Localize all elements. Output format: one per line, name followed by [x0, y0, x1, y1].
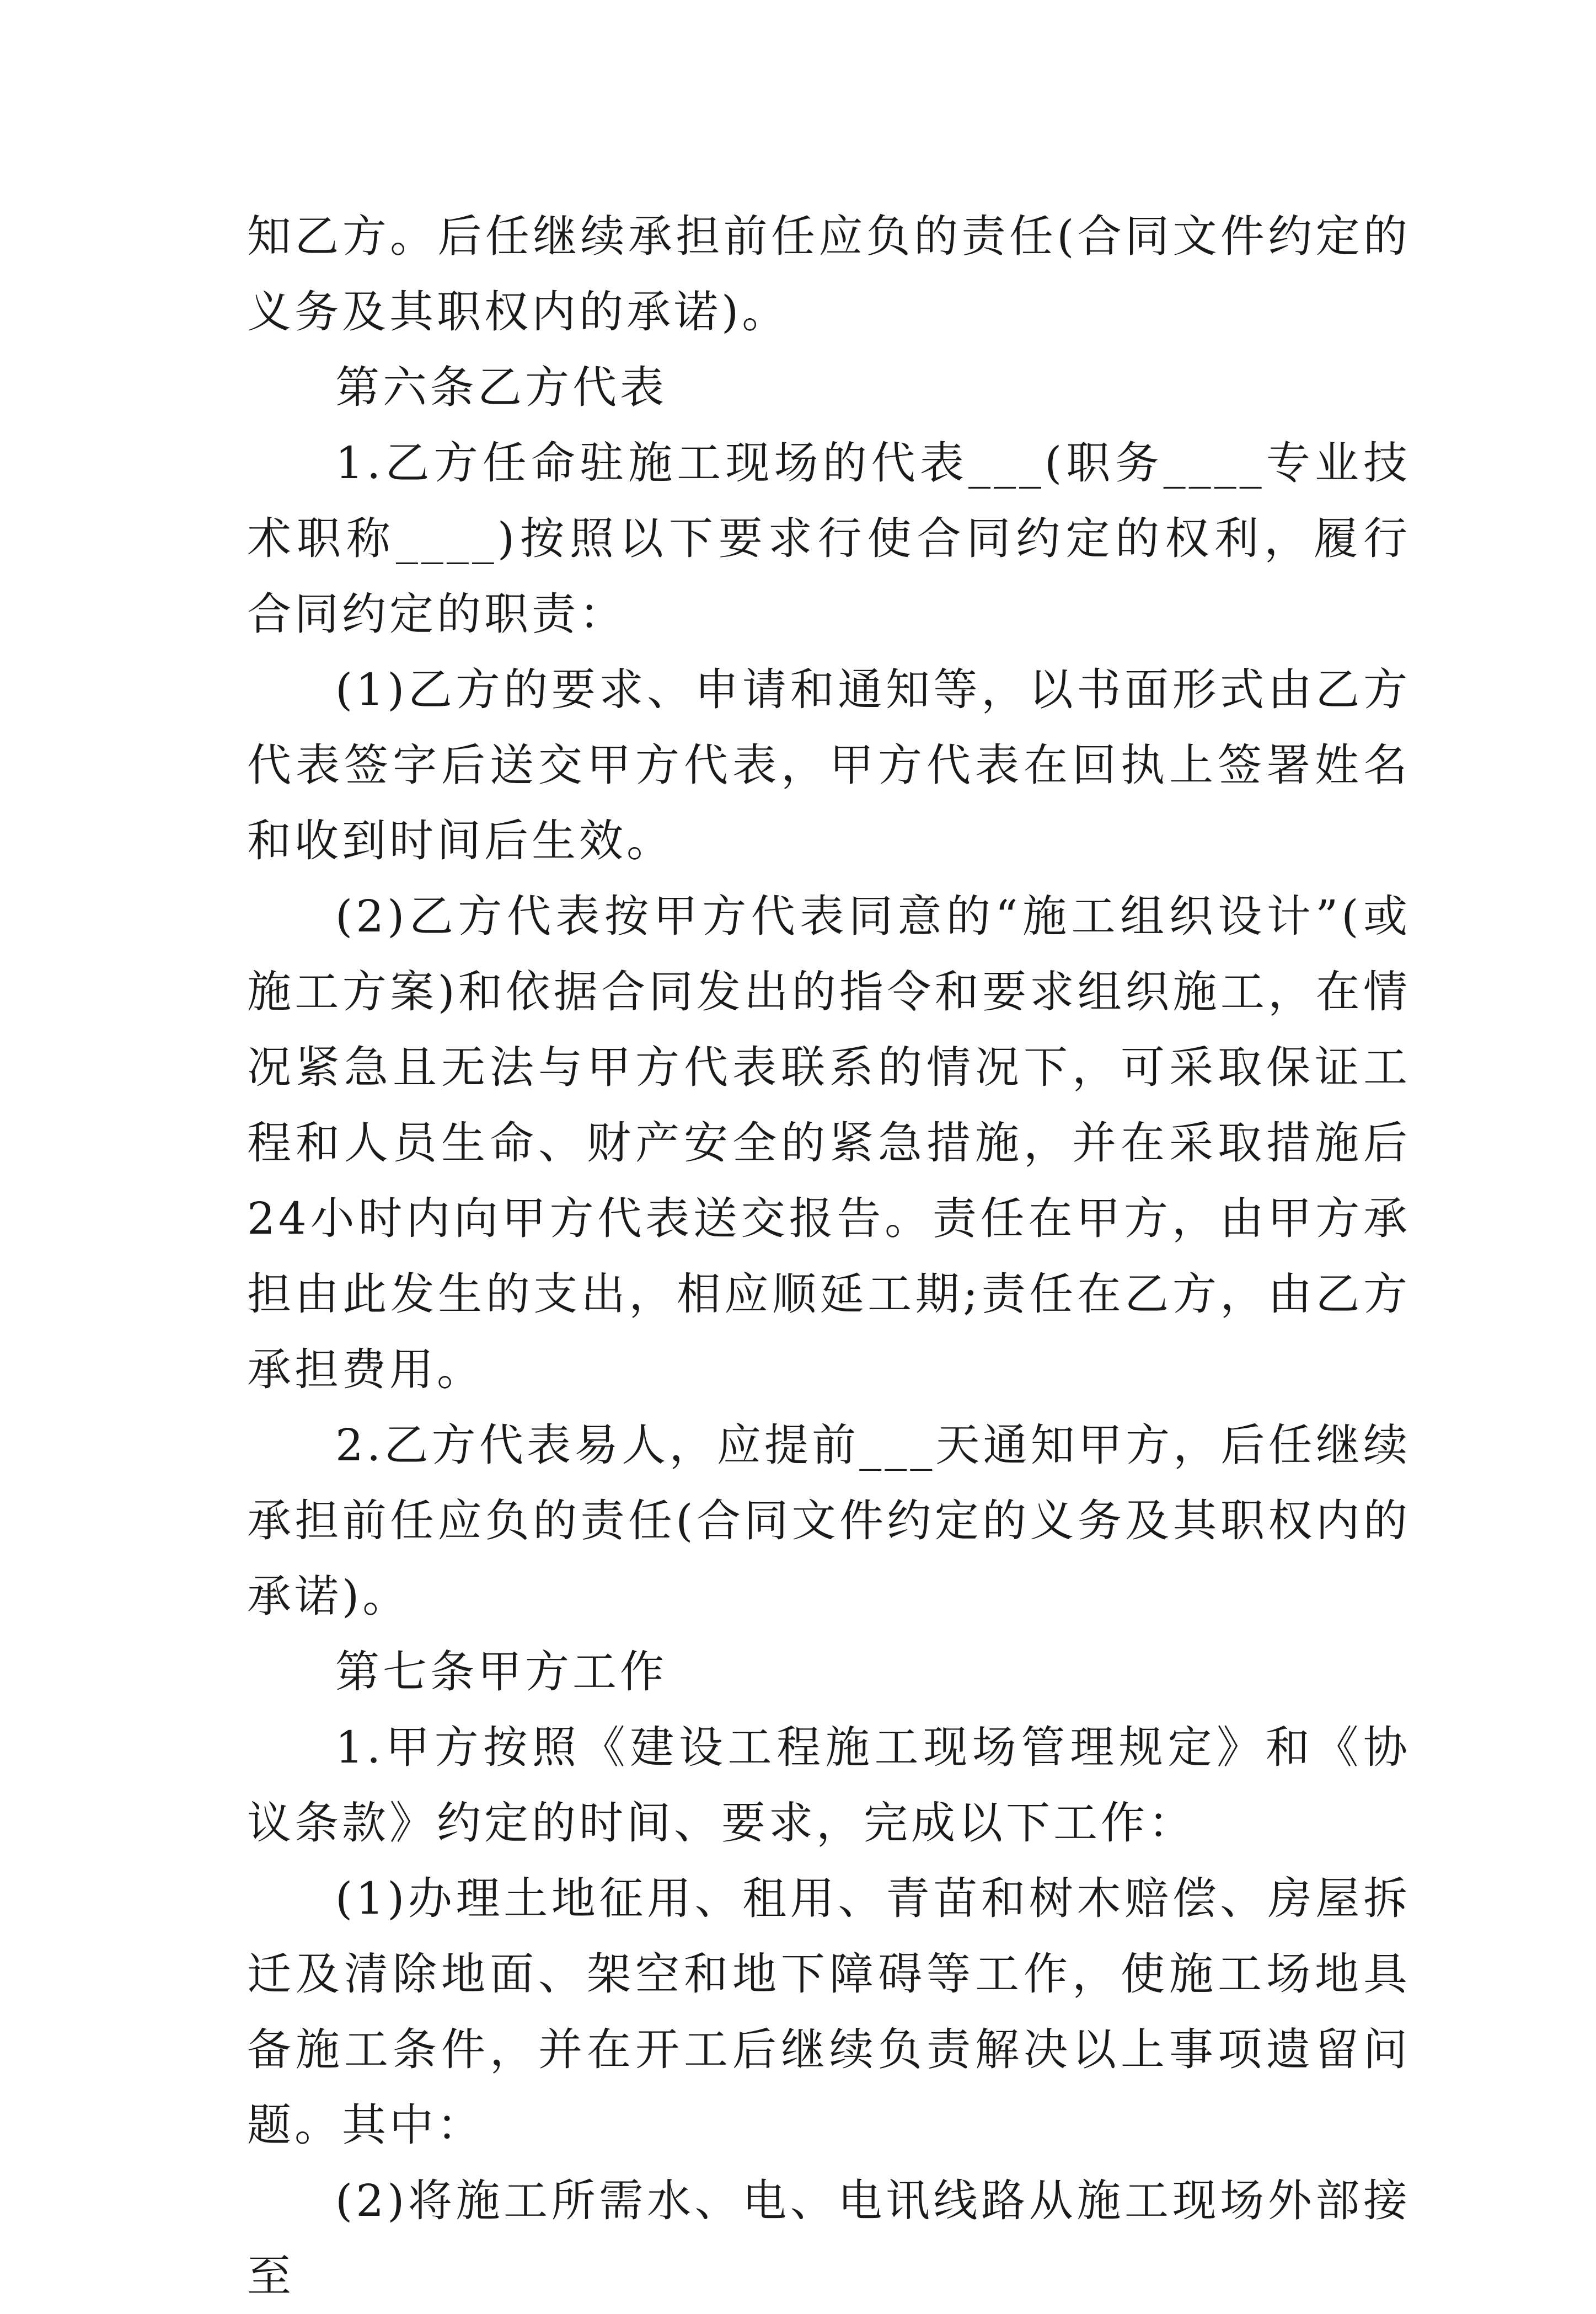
paragraph-article-6-item-1-sub-1: (1)乙方的要求、申请和通知等，以书面形式由乙方代表签字后送交甲方代表，甲方代表在回执上签署姓名和收到时间后生效。 — [247, 664, 1411, 866]
section-heading-article-7: 第七条甲方工作 — [335, 1646, 667, 1697]
paragraph-article-6-item-1-sub-2: (2)乙方代表按甲方代表同意的“施工组织设计”(或施工方案)和依据合同发出的指令和要求组织施工，在情况紧急且无法与甲方代表联系的情况下，可采取保证工程和人员生命、财产安全的紧急措施，并在采取措施后24小时内向甲方代表送交报告。责任在甲方，由甲方承担由此发生的支出，相应顺延工期;责任在乙方，由乙方承担费用。 — [247, 891, 1411, 1395]
paragraph-continuation: 知乙方。后任继续承担前任应负的责任(合同文件约定的义务及其职权内的承诺)。 — [247, 211, 1411, 338]
section-heading-article-6: 第六条乙方代表 — [335, 362, 667, 413]
paragraph-article-7-item-1-sub-2: (2)将施工所需水、电、电讯线路从施工现场外部接至 — [247, 2175, 1411, 2302]
paragraph-article-6-item-1: 1.乙方任命驻施工现场的代表___(职务____专业技术职称____)按照以下要求行使合同约定的权利，履行合同约定的职责： — [247, 437, 1411, 640]
paragraph-article-7-item-1-sub-1: (1)办理土地征用、租用、青苗和树木赔偿、房屋拆迁及清除地面、架空和地下障碍等工作，使施工场地具备施工条件，并在开工后继续负责解决以上事项遗留问题。其中： — [247, 1873, 1411, 2151]
contract-text-body — [247, 199, 1411, 2314]
paragraph-article-6-item-2: 2.乙方代表易人，应提前___天通知甲方，后任继续承担前任应负的责任(合同文件约定的义务及其职权内的承诺)。 — [247, 1420, 1411, 1622]
paragraph-article-7-item-1: 1.甲方按照《建设工程施工现场管理规定》和《协议条款》约定的时间、要求，完成以下工作： — [247, 1722, 1411, 1849]
